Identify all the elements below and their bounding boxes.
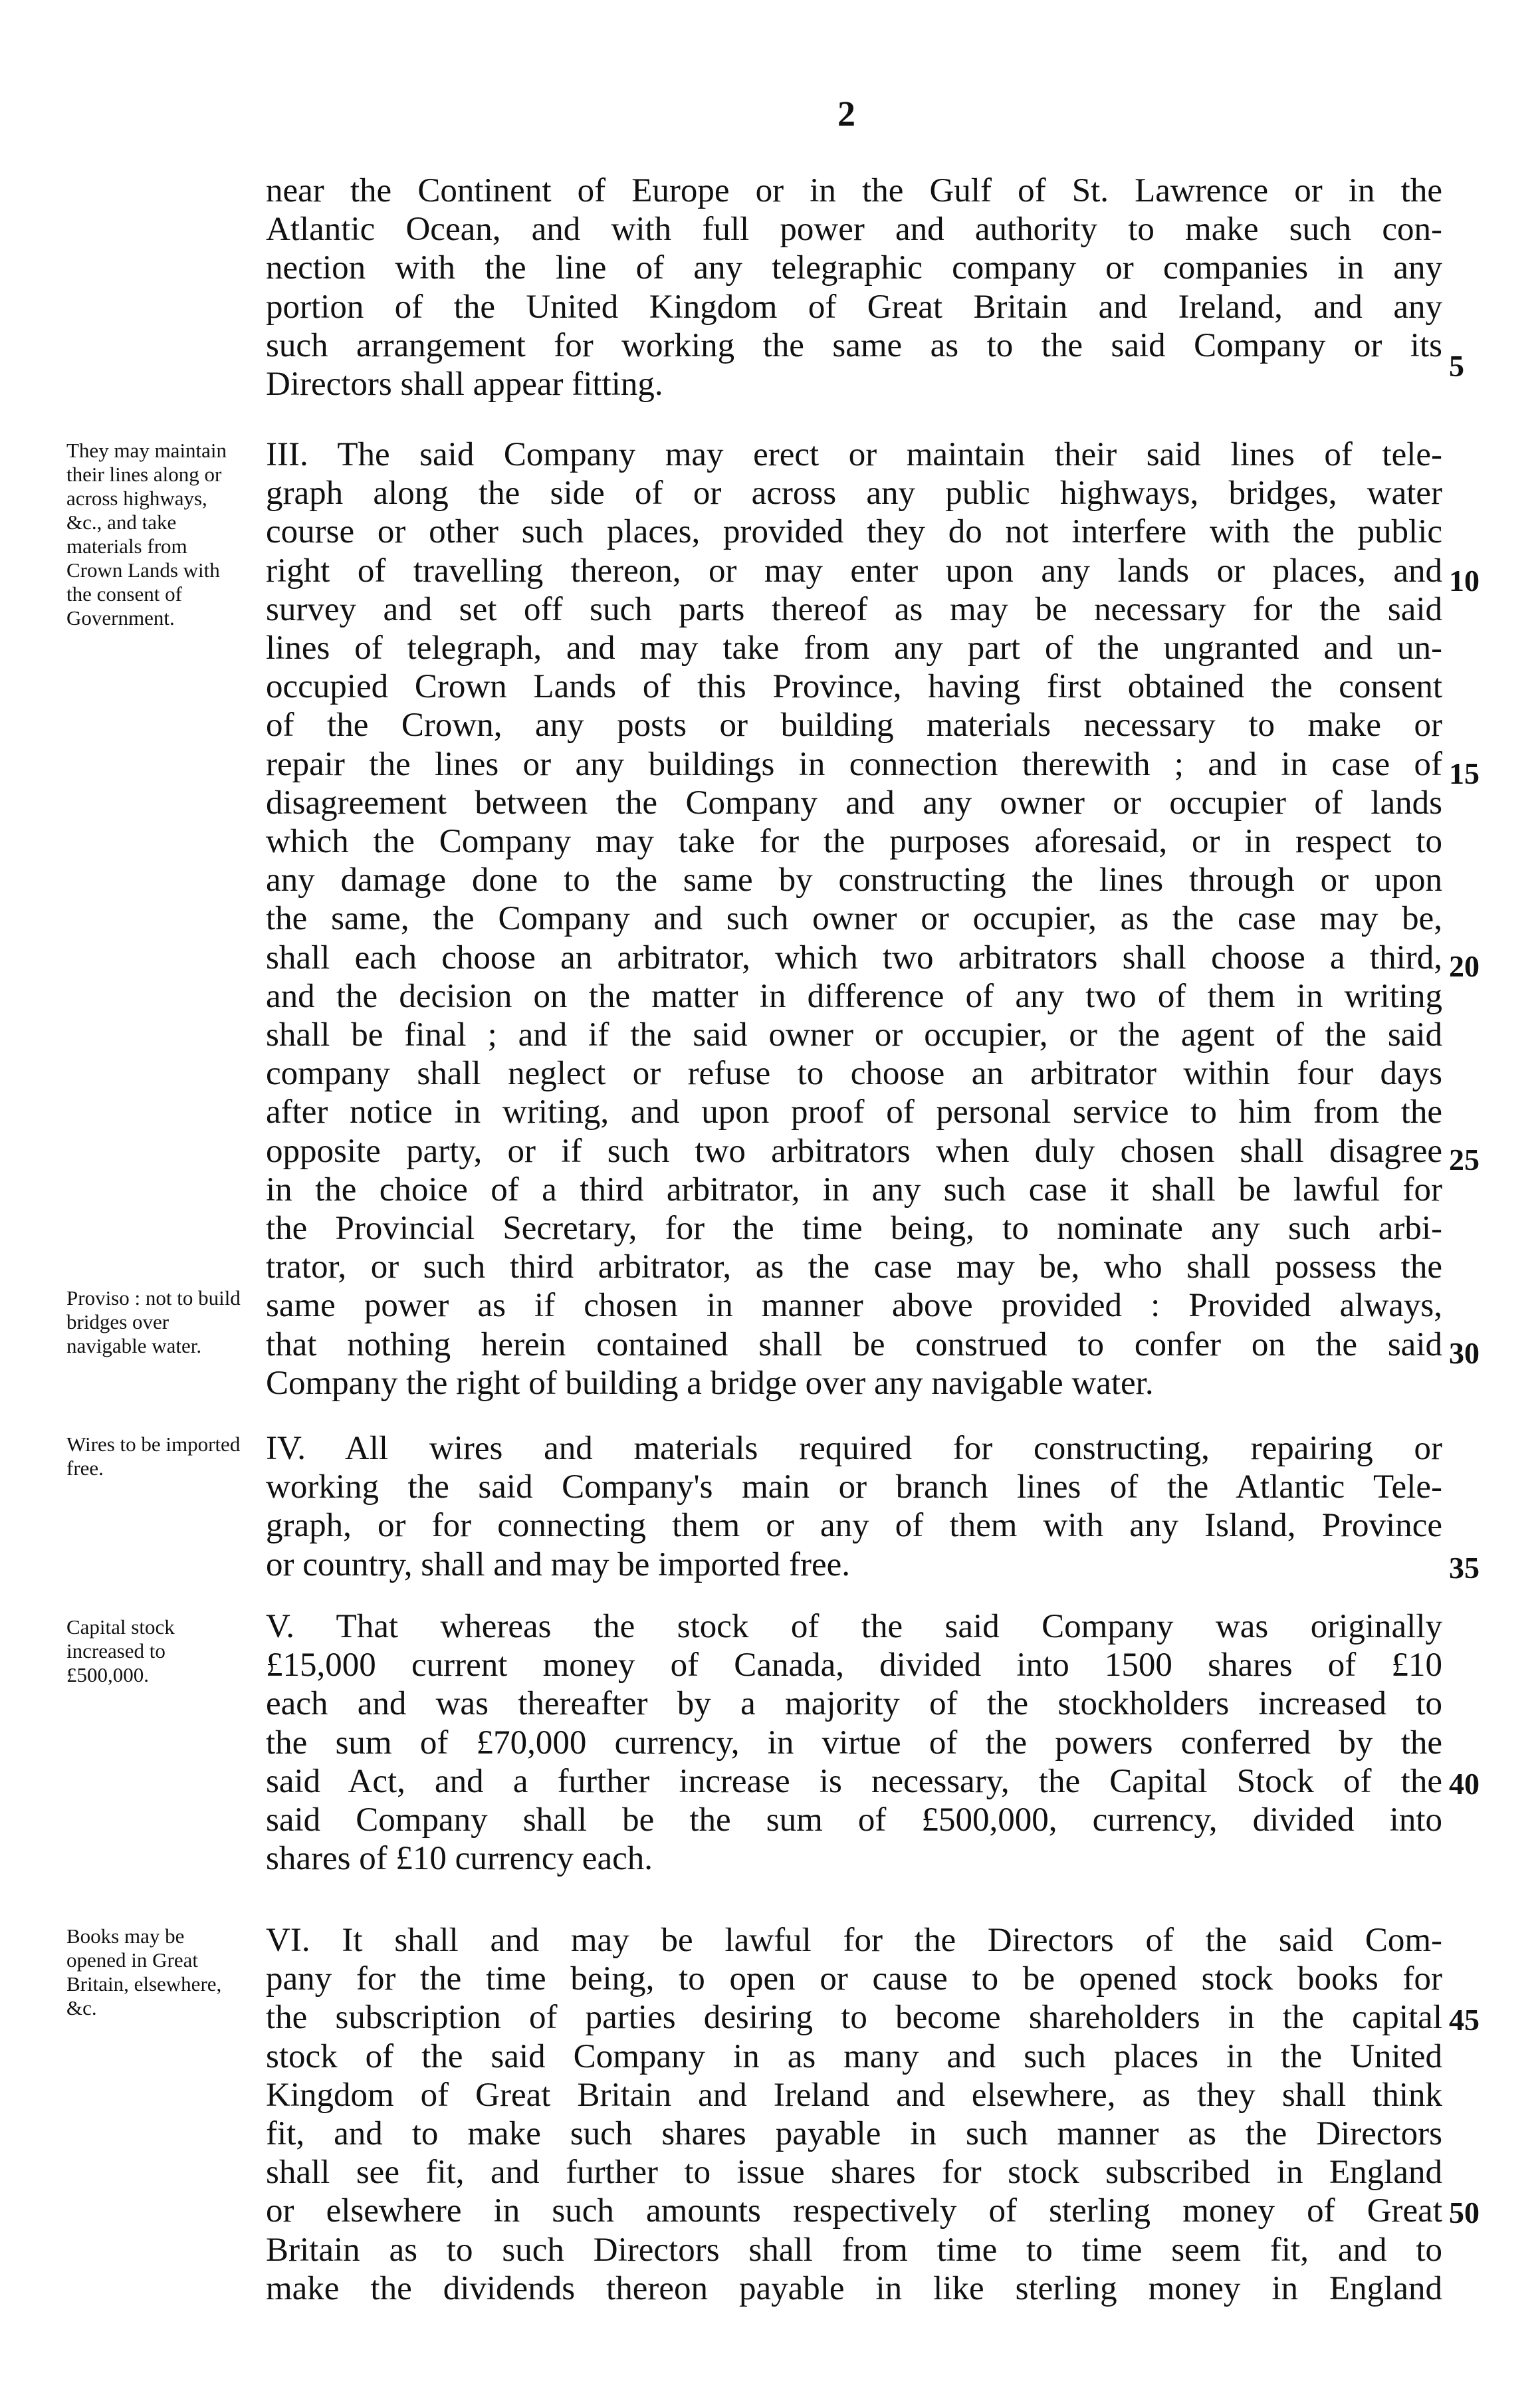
text-line: lines of telegraph, and may take from any part of the ungranted and un-	[266, 629, 1442, 667]
text-line: repair the lines or any buildings in connection therewith ; and in case of	[266, 745, 1442, 783]
text-line: stock of the said Company in as many and such places in the United	[266, 2037, 1442, 2075]
text-line: or country, shall and may be imported free.	[266, 1545, 850, 1583]
text-line: and the decision on the matter in difference of any two of them in writing	[266, 977, 1442, 1015]
margin-note: Proviso : not to build bridges over navigable water.	[66, 1286, 241, 1357]
text-line: Kingdom of Great Britain and Ireland and elsewhere, as they shall think	[266, 2076, 1442, 2114]
line-number: 30	[1449, 1336, 1480, 1370]
margin-note: Books may be opened in Great Britain, elsewhere, &c.	[66, 1924, 222, 2019]
paragraph-continuation	[266, 171, 1442, 403]
text-line: graph along the side of or across any public highways, bridges, water	[266, 475, 1442, 513]
text-line: the Provincial Secretary, for the time being, to nominate any such arbi-	[266, 1210, 1442, 1248]
text-line: make the dividends thereon payable in like sterling money in England	[266, 2269, 1442, 2307]
text-line: working the said Company's main or branch lines of the Atlantic Tele-	[266, 1468, 1442, 1506]
text-line: company shall neglect or refuse to choose an arbitrator within four days	[266, 1055, 1442, 1093]
margin-note: They may maintain their lines along or across highways, &c., and take materials from Crown Lands with the consent of Government.	[66, 439, 227, 629]
page-number: 2	[837, 94, 855, 134]
line-number: 15	[1449, 756, 1480, 790]
text-line: shall see fit, and further to issue shares for stock subscribed in England	[266, 2154, 1442, 2192]
text-line: said Company shall be the sum of £500,000, currency, divided into	[266, 1801, 1442, 1839]
text-line: each and was thereafter by a majority of the stockholders increased to	[266, 1685, 1442, 1723]
text-line: course or other such places, provided they do not interfere with the public	[266, 513, 1442, 551]
text-line: that nothing herein contained shall be construed to confer on the said	[266, 1325, 1442, 1363]
margin-note: Capital stock increased to £500,000.	[66, 1615, 175, 1686]
line-number: 45	[1449, 2003, 1480, 2037]
text-line: in the choice of a third arbitrator, in any such case it shall be lawful for	[266, 1171, 1442, 1208]
text-line: survey and set off such parts thereof as may be necessary for the said	[266, 590, 1442, 628]
text-line: same power as if chosen in manner above provided : Provided always,	[266, 1287, 1442, 1325]
section-iv	[266, 1429, 1442, 1584]
text-line: opposite party, or if such two arbitrators when duly chosen shall disagree	[266, 1132, 1442, 1170]
text-line: £15,000 current money of Canada, divided into 1500 shares of £10	[266, 1647, 1442, 1684]
section-v	[266, 1607, 1442, 1878]
text-line: shares of £10 currency each.	[266, 1840, 653, 1878]
text-line: VI. It shall and may be lawful for the Directors of the said Com-	[266, 1922, 1442, 1959]
text-line: shall be final ; and if the said owner or occupier, or the agent of the said	[266, 1016, 1442, 1054]
text-line: Directors shall appear fitting.	[266, 366, 663, 403]
text-line: said Act, and a further increase is necessary, the Capital Stock of the	[266, 1762, 1442, 1800]
line-number: 35	[1449, 1551, 1480, 1585]
text-line: or elsewhere in such amounts respectively of sterling money of Great	[266, 2192, 1442, 2230]
text-line: IV. All wires and materials required for constructing, repairing or	[266, 1430, 1442, 1467]
section-vi	[266, 1921, 1442, 2308]
line-number: 5	[1449, 349, 1464, 383]
text-line: Britain as to such Directors shall from time to time seem fit, and to	[266, 2231, 1442, 2269]
line-number: 10	[1449, 564, 1480, 598]
text-line: pany for the time being, to open or cause to be opened stock books for	[266, 1960, 1442, 1998]
text-line: disagreement between the Company and any owner or occupier of lands	[266, 784, 1442, 822]
text-line: any damage done to the same by constructing the lines through or upon	[266, 861, 1442, 899]
text-line: fit, and to make such shares payable in such manner as the Directors	[266, 2115, 1442, 2153]
text-line: Company the right of building a bridge over any navigable water.	[266, 1364, 1154, 1402]
text-line: the same, the Company and such owner or occupier, as the case may be,	[266, 900, 1442, 938]
section-iii	[266, 435, 1442, 1403]
text-line: trator, or such third arbitrator, as the case may be, who shall possess the	[266, 1248, 1442, 1286]
text-line: V. That whereas the stock of the said Company was originally	[266, 1608, 1442, 1645]
line-number: 20	[1449, 949, 1480, 983]
text-line: such arrangement for working the same as to the said Company or its	[266, 326, 1442, 364]
text-line: near the Continent of Europe or in the Gulf of St. Lawrence or in the	[266, 172, 1442, 209]
line-number: 50	[1449, 2196, 1480, 2229]
text-line: the sum of £70,000 currency, in virtue of the powers conferred by the	[266, 1724, 1442, 1762]
line-number: 25	[1449, 1143, 1480, 1177]
text-line: occupied Crown Lands of this Province, having first obtained the consent	[266, 668, 1442, 706]
text-line: of the Crown, any posts or building materials necessary to make or	[266, 707, 1442, 744]
text-line: nection with the line of any telegraphic company or companies in any	[266, 249, 1442, 287]
text-line: after notice in writing, and upon proof of personal service to him from the	[266, 1093, 1442, 1131]
text-line: III. The said Company may erect or maintain their said lines of tele-	[266, 436, 1442, 473]
line-number: 40	[1449, 1767, 1480, 1801]
text-line: shall each choose an arbitrator, which two arbitrators shall choose a third,	[266, 939, 1442, 976]
text-line: the subscription of parties desiring to become shareholders in the capital	[266, 1999, 1442, 2037]
text-line: right of travelling thereon, or may enter upon any lands or places, and	[266, 552, 1442, 590]
text-line: Atlantic Ocean, and with full power and authority to make such con-	[266, 211, 1442, 249]
text-line: portion of the United Kingdom of Great Britain and Ireland, and any	[266, 288, 1442, 326]
margin-note: Wires to be imported free.	[66, 1432, 241, 1480]
text-line: which the Company may take for the purposes aforesaid, or in respect to	[266, 823, 1442, 861]
text-line: graph, or for connecting them or any of them with any Island, Province	[266, 1507, 1442, 1545]
